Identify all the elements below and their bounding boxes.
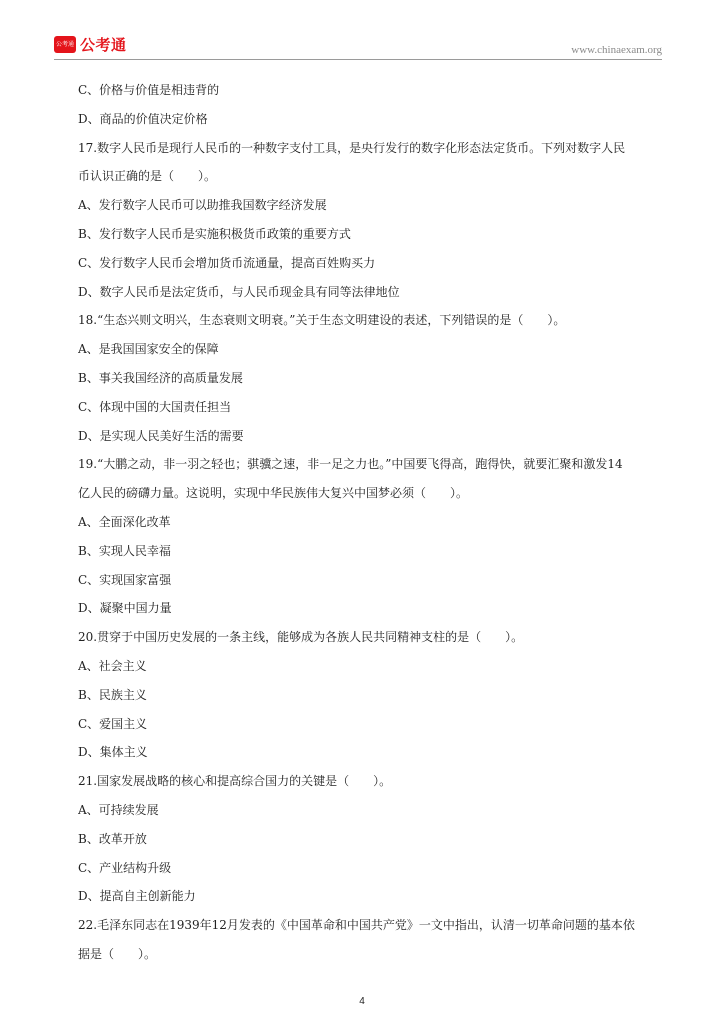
option-line: C、发行数字人民币会增加货币流通量，提高百姓购买力 [78, 255, 376, 270]
option-line: B、事关我国经济的高质量发展 [78, 370, 243, 385]
logo-text: 公考通 [80, 36, 127, 54]
option-line: A、全面深化改革 [78, 514, 171, 529]
site-url: www.chinaexam.org [571, 44, 662, 56]
option-line: D、数字人民币是法定货币，与人民币现金具有同等法律地位 [78, 284, 400, 299]
option-line: B、实现人民幸福 [78, 543, 171, 558]
logo-badge: 公考通 [54, 36, 76, 53]
option-line: D、提高自主创新能力 [78, 889, 196, 904]
question-line: 20.贯穿于中国历史发展的一条主线，能够成为各族人民共同精神支柱的是（ ）。 [78, 630, 524, 645]
option-line: D、凝聚中国力量 [78, 601, 172, 616]
option-line: B、发行数字人民币是实施积极货币政策的重要方式 [78, 226, 351, 241]
option-line: B、民族主义 [78, 687, 147, 702]
question-line: 据是（ ）。 [78, 946, 157, 961]
header-divider [54, 59, 662, 60]
logo [54, 34, 127, 55]
document-body [78, 76, 668, 969]
option-line: B、改革开放 [78, 831, 147, 846]
option-line: A、发行数字人民币可以助推我国数字经济发展 [78, 198, 327, 213]
option-line: C、实现国家富强 [78, 572, 172, 587]
question-line: 18.“生态兴则文明兴，生态衰则文明衰。”关于生态文明建设的表述，下列错误的是（ ）。 [78, 313, 566, 328]
option-line: A、社会主义 [78, 658, 147, 673]
question-line: 19.“大鹏之动，非一羽之轻也；骐骥之速，非一足之力也。”中国要飞得高，跑得快，就要汇聚和激发14 [78, 457, 623, 472]
page-number: 4 [359, 996, 365, 1007]
question-line: 币认识正确的是（ ）。 [78, 169, 217, 184]
question-line: 亿人民的磅礴力量。这说明，实现中华民族伟大复兴中国梦必须（ ）。 [78, 486, 469, 501]
option-line: C、爱国主义 [78, 716, 148, 731]
option-line: D、集体主义 [78, 745, 148, 760]
option-line: D、商品的价值决定价格 [78, 111, 208, 126]
option-line: C、价格与价值是相违背的 [78, 83, 220, 97]
option-line: C、体现中国的大国责任担当 [78, 399, 232, 414]
option-line: A、是我国国家安全的保障 [78, 342, 219, 357]
question-line: 22.毛泽东同志在1939年12月发表的《中国革命和中国共产党》一文中指出，认清一切革命问题的基本依 [78, 918, 635, 933]
option-line: D、是实现人民美好生活的需要 [78, 428, 244, 443]
page-header [0, 0, 724, 62]
option-line: C、产业结构升级 [78, 860, 172, 875]
option-line: A、可持续发展 [78, 802, 159, 817]
question-line: 17.数字人民币是现行人民币的一种数字支付工具，是央行发行的数字化形态法定货币。下列对数字人民 [78, 140, 626, 155]
question-line: 21.国家发展战略的核心和提高综合国力的关键是（ ）。 [78, 774, 392, 789]
